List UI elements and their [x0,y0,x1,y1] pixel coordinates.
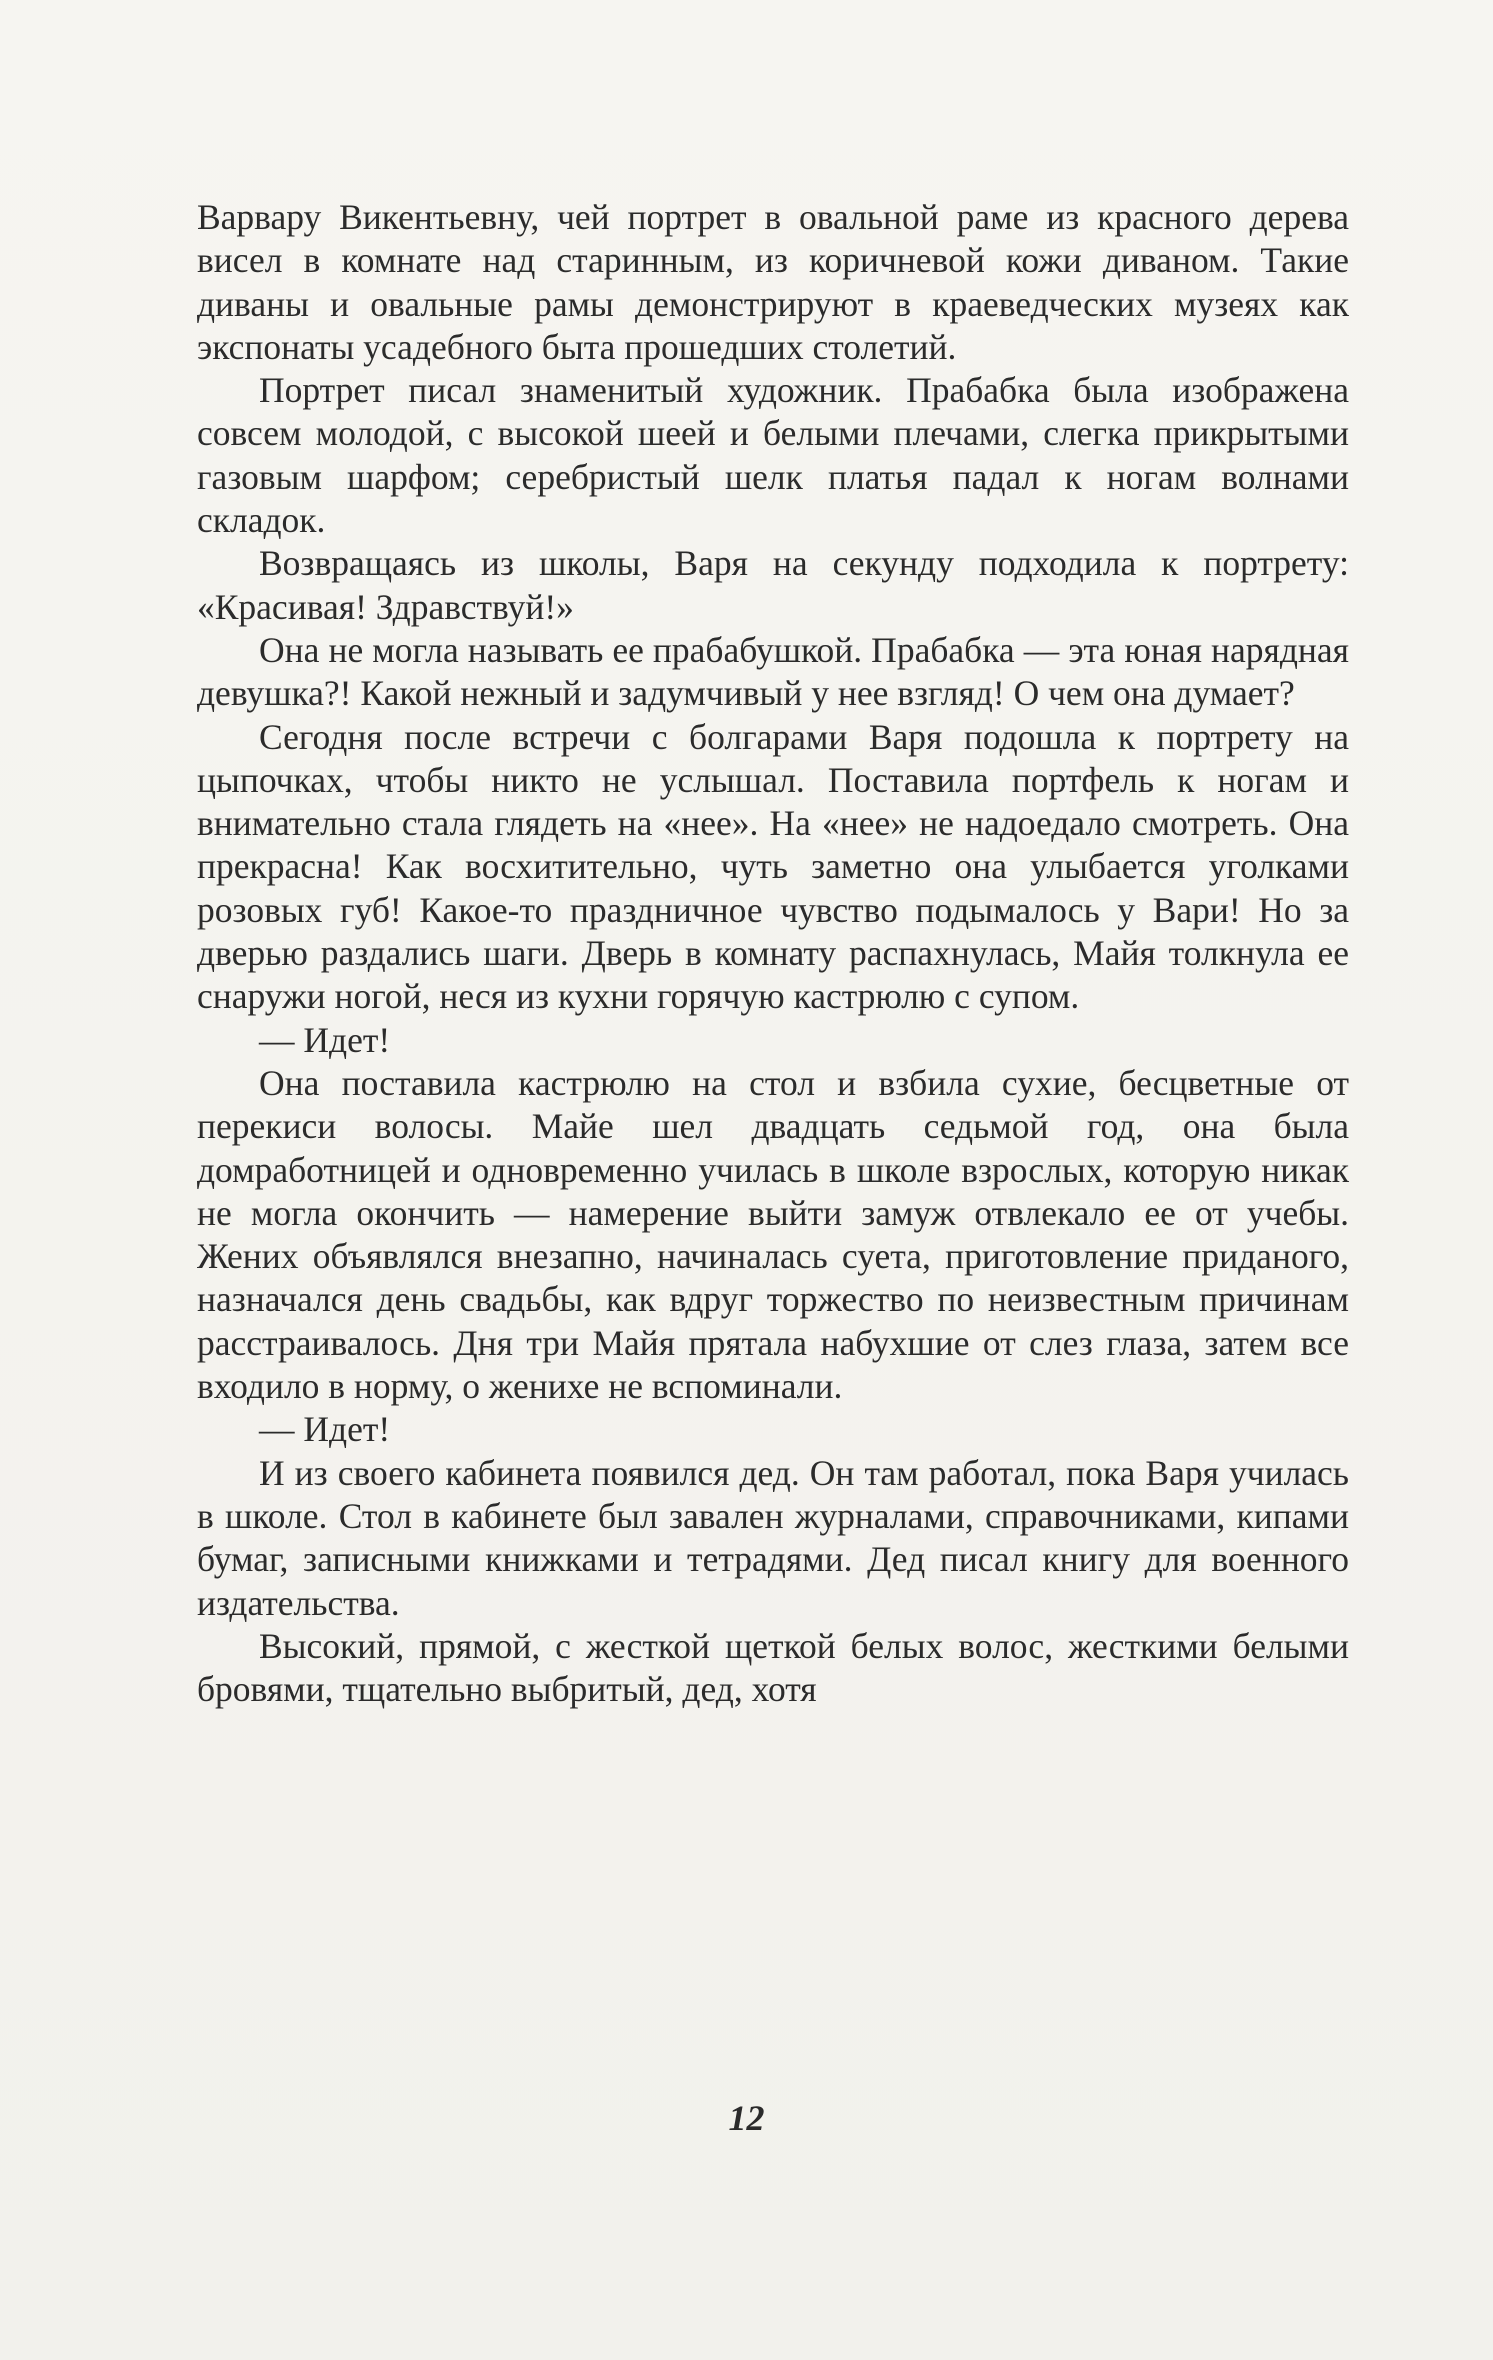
body-text [197,196,1349,1711]
paragraph-2: Портрет писал знаменитый художник. Прабабка была изображена совсем молодой, с высокой шеей и белыми плечами, слегка прикрытыми газовым шарфом; серебристый шелк платья падал к ногам волнами складок. [197,370,1349,541]
paragraph-1: Варвару Викентьевну, чей портрет в овальной раме из красного дерева висел в комнате над старинным, из коричневой кожи диваном. Такие диваны и овальные рамы демонстрируют в краеведческих музеях как экспонаты усадебного быта прошедших столетий. [197,197,1349,367]
paragraph-5: Сегодня после встречи с болгарами Варя подошла к портрету на цыпочках, чтобы никто не услышал. Поставила портфель к ногам и внимательно стала глядеть на «нее». На «нее» не надоедало смотреть. Она прекрасна! Как восхитительно, чуть заметно она улыбается уголками розовых губ! Какое-то праздничное чувство подымалось у Вари! Но за дверью раздались шаги. Дверь в комнату распахнулась, Майя толкнула ее снаружи ногой, неся из кухни горячую кастрюлю с супом. [197,716,1349,1017]
paragraph-4: Она не могла называть ее прабабушкой. Прабабка — эта юная нарядная девушка?! Какой нежный и задумчивый у нее взгляд! О чем она думает? [197,629,1349,714]
paragraph-9: И из своего кабинета появился дед. Он там работал, пока Варя училась в школе. Стол в кабинете был завален журналами, справочниками, кипами бумаг, записными книжками и тетрадями. Дед писал книгу для военного издательства. [197,1452,1349,1623]
paragraph-3: Возвращаясь из школы, Варя на секунду подходила к портрету: «Красивая! Здравствуй!» [197,543,1349,627]
paragraph-6: — Идет! [259,1019,391,1060]
paragraph-10: Высокий, прямой, с жесткой щеткой белых волос, жесткими белыми бровями, тщательно выбритый, дед, хотя [197,1625,1349,1710]
paragraph-7: Она поставила кастрюлю на стол и взбила сухие, бесцветные от перекиси волосы. Майе шел двадцать седьмой год, она была домработницей и одновременно училась в школе взрослых, которую никак не могла окончить — намерение выйти замуж отвлекало ее от учебы. Жених объявлялся внезапно, начиналась суета, приготовление приданого, назначался день свадьбы, как вдруг торжество по неизвестным причинам расстраивалось. Дня три Майя прятала набухшие от слез глаза, затем все входило в норму, о женихе не вспоминали. [197,1062,1349,1407]
paragraph-8: — Идет! [259,1409,391,1450]
page-number: 12 [728,2098,765,2138]
